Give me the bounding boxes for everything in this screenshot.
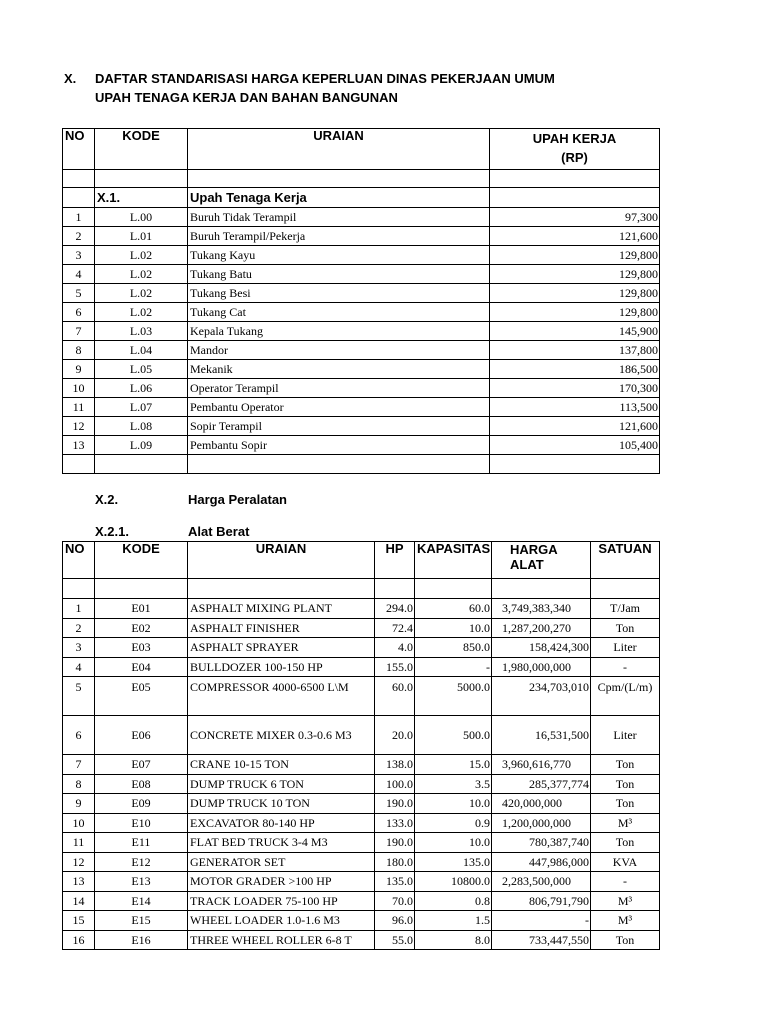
row-number: 11 — [63, 833, 95, 853]
row-code: E07 — [95, 755, 188, 775]
table-row — [63, 303, 660, 322]
row-capacity: 10.0 — [415, 794, 492, 814]
table-row — [63, 852, 660, 872]
row-wage: 145,900 — [490, 322, 660, 341]
row-wage: 129,800 — [490, 303, 660, 322]
row-code: L.02 — [95, 303, 188, 322]
table-row — [63, 618, 660, 638]
row-wage: 129,800 — [490, 246, 660, 265]
col-header-no: NO — [63, 129, 95, 170]
row-wage: 97,300 — [490, 208, 660, 227]
row-unit: Ton — [591, 755, 660, 775]
row-hp: 190.0 — [375, 794, 415, 814]
row-hp: 294.0 — [375, 599, 415, 619]
row-unit: M³ — [591, 911, 660, 931]
row-hp: 180.0 — [375, 852, 415, 872]
row-number: 4 — [63, 265, 95, 284]
table-row — [63, 379, 660, 398]
row-number: 8 — [63, 774, 95, 794]
col-header-kode: KODE — [95, 129, 188, 170]
row-capacity: 850.0 — [415, 638, 492, 658]
row-description: WHEEL LOADER 1.0-1.6 M3 — [188, 911, 375, 931]
row-wage: 137,800 — [490, 341, 660, 360]
row-wage: 129,800 — [490, 265, 660, 284]
section2-title: Harga Peralatan — [188, 492, 287, 507]
row-number: 4 — [63, 657, 95, 677]
row-hp: 60.0 — [375, 677, 415, 716]
row-description: Tukang Besi — [188, 284, 490, 303]
row-hp: 96.0 — [375, 911, 415, 931]
row-description: BULLDOZER 100-150 HP — [188, 657, 375, 677]
row-hp: 20.0 — [375, 716, 415, 755]
row-wage: 129,800 — [490, 284, 660, 303]
row-capacity: 135.0 — [415, 852, 492, 872]
row-hp: 4.0 — [375, 638, 415, 658]
row-code: L.09 — [95, 436, 188, 455]
row-wage: 121,600 — [490, 417, 660, 436]
row-code: L.02 — [95, 246, 188, 265]
row-number: 10 — [63, 379, 95, 398]
row-code: E06 — [95, 716, 188, 755]
row-description: Tukang Batu — [188, 265, 490, 284]
row-number: 9 — [63, 360, 95, 379]
row-code: L.07 — [95, 398, 188, 417]
row-wage: 105,400 — [490, 436, 660, 455]
row-hp: 72.4 — [375, 618, 415, 638]
row-capacity: 10.0 — [415, 833, 492, 853]
table-row — [63, 417, 660, 436]
row-code: L.00 — [95, 208, 188, 227]
row-number: 3 — [63, 638, 95, 658]
row-number: 16 — [63, 930, 95, 950]
row-number: 6 — [63, 303, 95, 322]
col-header-harga-line1: HARGA — [510, 542, 558, 557]
wage-table — [62, 128, 660, 474]
table-row — [63, 599, 660, 619]
row-hp: 70.0 — [375, 891, 415, 911]
row-unit: Ton — [591, 618, 660, 638]
row-code: L.03 — [95, 322, 188, 341]
row-unit: Liter — [591, 716, 660, 755]
row-number: 11 — [63, 398, 95, 417]
table-row — [63, 227, 660, 246]
row-price: 806,791,790 — [492, 891, 591, 911]
section-row — [63, 188, 660, 208]
subsection-title: Alat Berat — [188, 524, 250, 539]
row-hp: 55.0 — [375, 930, 415, 950]
row-description: Buruh Tidak Terampil — [188, 208, 490, 227]
row-number: 1 — [63, 599, 95, 619]
col-header-upah — [490, 129, 660, 170]
row-wage: 113,500 — [490, 398, 660, 417]
row-description: EXCAVATOR 80-140 HP — [188, 813, 375, 833]
row-price: 285,377,774 — [492, 774, 591, 794]
col-header-hp: HP — [375, 542, 415, 579]
row-capacity: 8.0 — [415, 930, 492, 950]
row-code: E12 — [95, 852, 188, 872]
section-code: X.1. — [95, 188, 188, 208]
row-description: THREE WHEEL ROLLER 6-8 T — [188, 930, 375, 950]
row-unit: M³ — [591, 813, 660, 833]
table-row — [63, 265, 660, 284]
row-code: L.02 — [95, 284, 188, 303]
row-wage: 186,500 — [490, 360, 660, 379]
row-description: DUMP TRUCK 10 TON — [188, 794, 375, 814]
row-description: Pembantu Operator — [188, 398, 490, 417]
table-row — [63, 208, 660, 227]
row-price: 2,283,500,000 — [492, 872, 591, 892]
row-code: L.06 — [95, 379, 188, 398]
row-number: 15 — [63, 911, 95, 931]
row-capacity: 0.8 — [415, 891, 492, 911]
row-price: 3,960,616,770 — [492, 755, 591, 775]
col-header-satuan: SATUAN — [591, 542, 660, 579]
table-row — [63, 794, 660, 814]
table-row — [63, 813, 660, 833]
row-number: 8 — [63, 341, 95, 360]
table-row — [63, 657, 660, 677]
row-unit: Ton — [591, 930, 660, 950]
row-description: ASPHALT FINISHER — [188, 618, 375, 638]
row-description: Tukang Cat — [188, 303, 490, 322]
row-unit: Ton — [591, 833, 660, 853]
row-price: 16,531,500 — [492, 716, 591, 755]
table-row — [63, 284, 660, 303]
row-description: ASPHALT MIXING PLANT — [188, 599, 375, 619]
row-price: 1,200,000,000 — [492, 813, 591, 833]
table-row — [63, 322, 660, 341]
row-capacity: 15.0 — [415, 755, 492, 775]
table-row — [63, 716, 660, 755]
col-header-no: NO — [63, 542, 95, 579]
table-row — [63, 872, 660, 892]
row-price: 3,749,383,340 — [492, 599, 591, 619]
row-code: E04 — [95, 657, 188, 677]
col-header-uraian: URAIAN — [188, 129, 490, 170]
row-code: E15 — [95, 911, 188, 931]
row-number: 12 — [63, 417, 95, 436]
table-row — [63, 246, 660, 265]
row-unit: Ton — [591, 794, 660, 814]
row-code: E08 — [95, 774, 188, 794]
row-code: E11 — [95, 833, 188, 853]
row-number: 6 — [63, 716, 95, 755]
row-code: E13 — [95, 872, 188, 892]
row-code: E10 — [95, 813, 188, 833]
table-row — [63, 911, 660, 931]
row-unit: T/Jam — [591, 599, 660, 619]
row-code: E05 — [95, 677, 188, 716]
row-number: 10 — [63, 813, 95, 833]
table-row — [63, 755, 660, 775]
row-capacity: 3.5 — [415, 774, 492, 794]
spacer-row — [63, 170, 660, 188]
table-row — [63, 398, 660, 417]
row-hp: 100.0 — [375, 774, 415, 794]
row-unit: M³ — [591, 891, 660, 911]
row-description: Operator Terampil — [188, 379, 490, 398]
col-header-kode: KODE — [95, 542, 188, 579]
subsection-code: X.2.1. — [95, 524, 129, 539]
spacer-row — [63, 455, 660, 474]
row-hp: 138.0 — [375, 755, 415, 775]
row-capacity: 60.0 — [415, 599, 492, 619]
row-description: COMPRESSOR 4000-6500 L\M — [188, 677, 375, 716]
row-description: DUMP TRUCK 6 TON — [188, 774, 375, 794]
row-price: 234,703,010 — [492, 677, 591, 716]
row-capacity: 500.0 — [415, 716, 492, 755]
row-price: 1,287,200,270 — [492, 618, 591, 638]
row-description: FLAT BED TRUCK 3-4 M3 — [188, 833, 375, 853]
row-description: TRACK LOADER 75-100 HP — [188, 891, 375, 911]
row-capacity: 5000.0 — [415, 677, 492, 716]
col-header-kapasitas: KAPASITAS — [415, 542, 492, 579]
row-unit: Liter — [591, 638, 660, 658]
row-number: 5 — [63, 677, 95, 716]
row-unit: Cpm/(L/m) — [591, 677, 660, 716]
equipment-table — [62, 541, 660, 950]
row-description: GENERATOR SET — [188, 852, 375, 872]
spacer-row — [63, 579, 660, 599]
section2-code: X.2. — [95, 492, 119, 507]
table-row — [63, 891, 660, 911]
row-description: Mekanik — [188, 360, 490, 379]
row-description: Kepala Tukang — [188, 322, 490, 341]
row-unit: KVA — [591, 852, 660, 872]
row-number: 5 — [63, 284, 95, 303]
col-header-harga-line2: ALAT — [510, 557, 544, 572]
document-title-line1: DAFTAR STANDARISASI HARGA KEPERLUAN DINAS PEKERJAAN UMUM — [95, 71, 555, 86]
col-header-upah-line1: UPAH KERJA — [532, 131, 617, 146]
row-description: ASPHALT SPRAYER — [188, 638, 375, 658]
row-description: Tukang Kayu — [188, 246, 490, 265]
section-title: Upah Tenaga Kerja — [188, 188, 490, 208]
table-row — [63, 677, 660, 716]
table-row — [63, 638, 660, 658]
row-unit: - — [591, 872, 660, 892]
col-header-harga — [492, 542, 591, 579]
row-price: - — [492, 911, 591, 931]
row-code: E03 — [95, 638, 188, 658]
row-price: 1,980,000,000 — [492, 657, 591, 677]
row-number: 2 — [63, 227, 95, 246]
row-code: L.04 — [95, 341, 188, 360]
table-row — [63, 436, 660, 455]
row-description: MOTOR GRADER >100 HP — [188, 872, 375, 892]
row-hp: 190.0 — [375, 833, 415, 853]
table-row — [63, 833, 660, 853]
row-description: CONCRETE MIXER 0.3-0.6 M3 — [188, 716, 375, 755]
row-capacity: 1.5 — [415, 911, 492, 931]
row-price: 733,447,550 — [492, 930, 591, 950]
wage-table-header — [63, 129, 660, 170]
row-price: 780,387,740 — [492, 833, 591, 853]
row-description: Mandor — [188, 341, 490, 360]
document-title-line2: UPAH TENAGA KERJA DAN BAHAN BANGUNAN — [95, 90, 398, 105]
section-number: X. — [64, 71, 77, 86]
row-capacity: 10800.0 — [415, 872, 492, 892]
row-description: CRANE 10-15 TON — [188, 755, 375, 775]
row-number: 9 — [63, 794, 95, 814]
row-capacity: - — [415, 657, 492, 677]
row-description: Sopir Terampil — [188, 417, 490, 436]
row-description: Pembantu Sopir — [188, 436, 490, 455]
row-wage: 121,600 — [490, 227, 660, 246]
row-hp: 133.0 — [375, 813, 415, 833]
row-code: E09 — [95, 794, 188, 814]
row-hp: 135.0 — [375, 872, 415, 892]
row-code: E01 — [95, 599, 188, 619]
row-price: 420,000,000 — [492, 794, 591, 814]
table-row — [63, 930, 660, 950]
row-code: L.08 — [95, 417, 188, 436]
row-number: 13 — [63, 872, 95, 892]
row-number: 3 — [63, 246, 95, 265]
row-hp: 155.0 — [375, 657, 415, 677]
row-number: 14 — [63, 891, 95, 911]
row-wage: 170,300 — [490, 379, 660, 398]
row-number: 12 — [63, 852, 95, 872]
table-row — [63, 360, 660, 379]
row-price: 447,986,000 — [492, 852, 591, 872]
row-price: 158,424,300 — [492, 638, 591, 658]
row-number: 1 — [63, 208, 95, 227]
row-number: 7 — [63, 322, 95, 341]
row-unit: - — [591, 657, 660, 677]
col-header-uraian: URAIAN — [188, 542, 375, 579]
row-number: 13 — [63, 436, 95, 455]
row-description: Buruh Terampil/Pekerja — [188, 227, 490, 246]
equipment-table-header — [63, 542, 660, 579]
row-capacity: 0.9 — [415, 813, 492, 833]
row-code: L.01 — [95, 227, 188, 246]
col-header-upah-line2: (RP) — [561, 150, 588, 165]
row-capacity: 10.0 — [415, 618, 492, 638]
row-code: E14 — [95, 891, 188, 911]
row-code: L.02 — [95, 265, 188, 284]
table-row — [63, 774, 660, 794]
row-code: L.05 — [95, 360, 188, 379]
table-row — [63, 341, 660, 360]
row-number: 2 — [63, 618, 95, 638]
row-number: 7 — [63, 755, 95, 775]
row-code: E16 — [95, 930, 188, 950]
row-code: E02 — [95, 618, 188, 638]
row-unit: Ton — [591, 774, 660, 794]
